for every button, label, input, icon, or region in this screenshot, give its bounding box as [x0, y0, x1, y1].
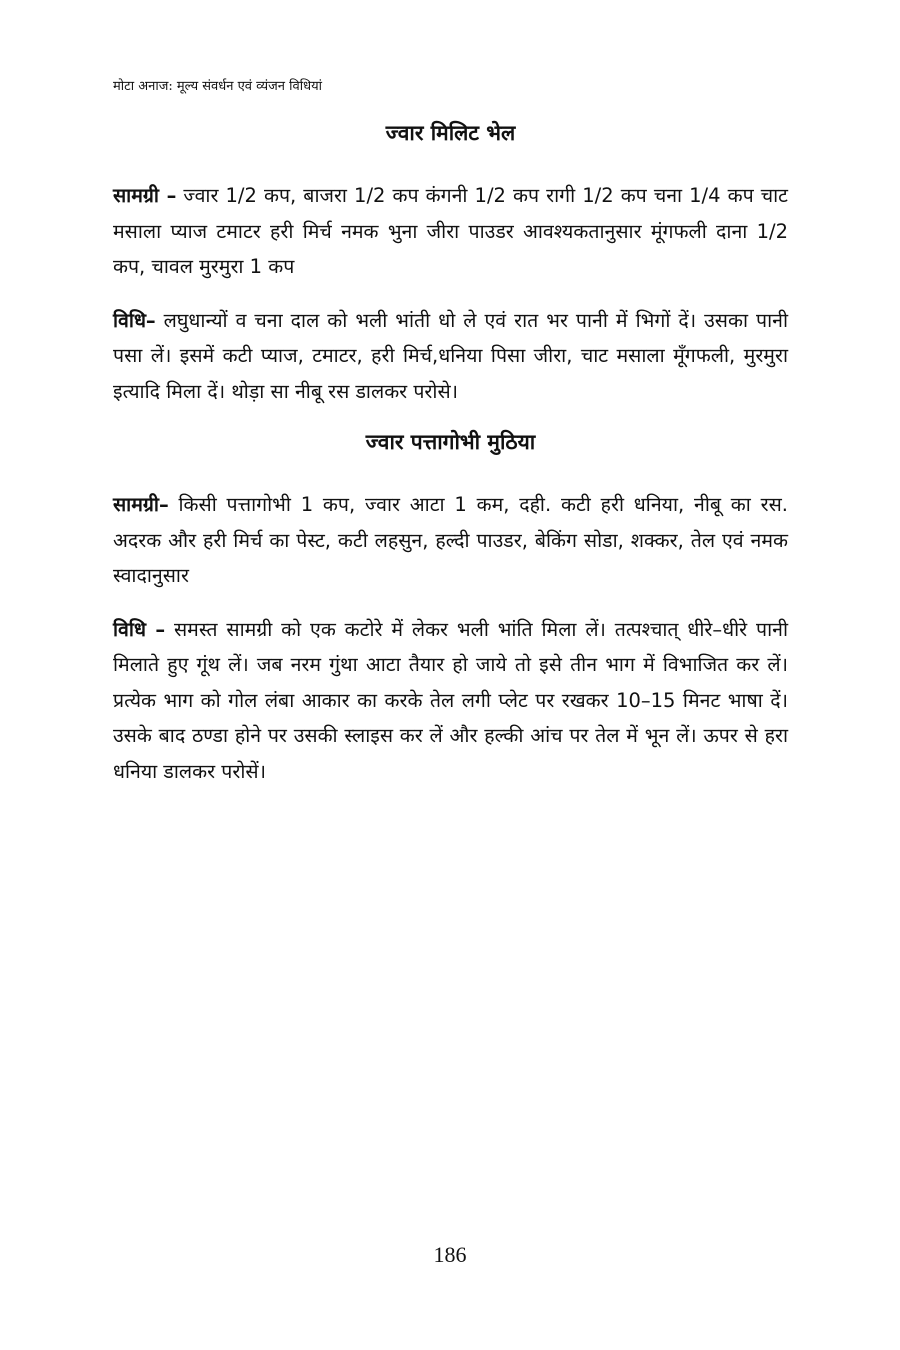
- method-label: विधि –: [113, 617, 166, 641]
- ingredients-label: सामग्री –: [113, 184, 177, 207]
- recipe-title: ज्वार मिलिट भेल: [385, 121, 516, 145]
- recipe-jowar-cabbage-muthiya: [113, 427, 788, 789]
- ingredients-label: सामग्री–: [113, 493, 169, 516]
- ingredients-text: किसी पत्तागोभी 1 कप, ज्वार आटा 1 कम, दही. कटी हरी धनिया, नीबू का रस. अदरक और हरी मिर्च का पेस्ट, कटी लहसुन, हल्दी पाउडर, बेकिंग सोडा, शक्कर, तेल एवं नमक स्वादानुसार: [113, 493, 788, 587]
- ingredients-paragraph: [113, 487, 788, 594]
- ingredients-text: ज्वार 1/2 कप, बाजरा 1/2 कप कंगनी 1/2 कप रागी 1/2 कप चना 1/4 कप चाट मसाला प्याज टमाटर हरी मिर्च नमक भुना जीरा पाउडर आवश्यकतानुसार मूंगफली दाना 1/2 कप, चावल मुरमुरा 1 कप: [113, 184, 788, 278]
- ingredients-paragraph: [113, 178, 788, 285]
- method-paragraph: [113, 303, 788, 410]
- recipe-title: ज्वार पत्तागोभी मुठिया: [365, 430, 536, 454]
- page-content: [113, 118, 788, 807]
- method-paragraph: [113, 612, 788, 790]
- method-text: समस्त सामग्री को एक कटोरे में लेकर भली भांति मिला लें। तत्पश्चात् धीरे–धीरे पानी मिलाते हुए गूंथ लें। जब नरम गुंथा आटा तैयार हो जाये तो इसे तीन भाग में विभाजित कर लें। प्रत्येक भाग को गोल लंबा आकार का करके तेल लगी प्लेट पर रखकर 10–15 मिनट भाषा दें। उसके बाद ठण्डा होने पर उसकी स्लाइस कर लें और हल्की आंच पर तेल में भून लें। ऊपर से हरा धनिया डालकर परोसें।: [113, 617, 788, 783]
- method-text: लघुधान्यों व चना दाल को भली भांती धो ले एवं रात भर पानी में भिगों दें। उसका पानी पसा लें। इसमें कटी प्याज, टमाटर, हरी मिर्च,धनिया पिसा जीरा, चाट मसाला मूँगफली, मुरमुरा इत्यादि मिला दें। थोड़ा सा नीबू रस डालकर परोसे।: [113, 308, 788, 403]
- running-header: मोटा अनाज: मूल्य संवर्धन एवं व्यंजन विधियां: [113, 79, 323, 94]
- method-label: विधि–: [113, 308, 156, 332]
- page-number: 186: [433, 1242, 467, 1267]
- recipe-jowar-millet-bhel: [113, 118, 788, 409]
